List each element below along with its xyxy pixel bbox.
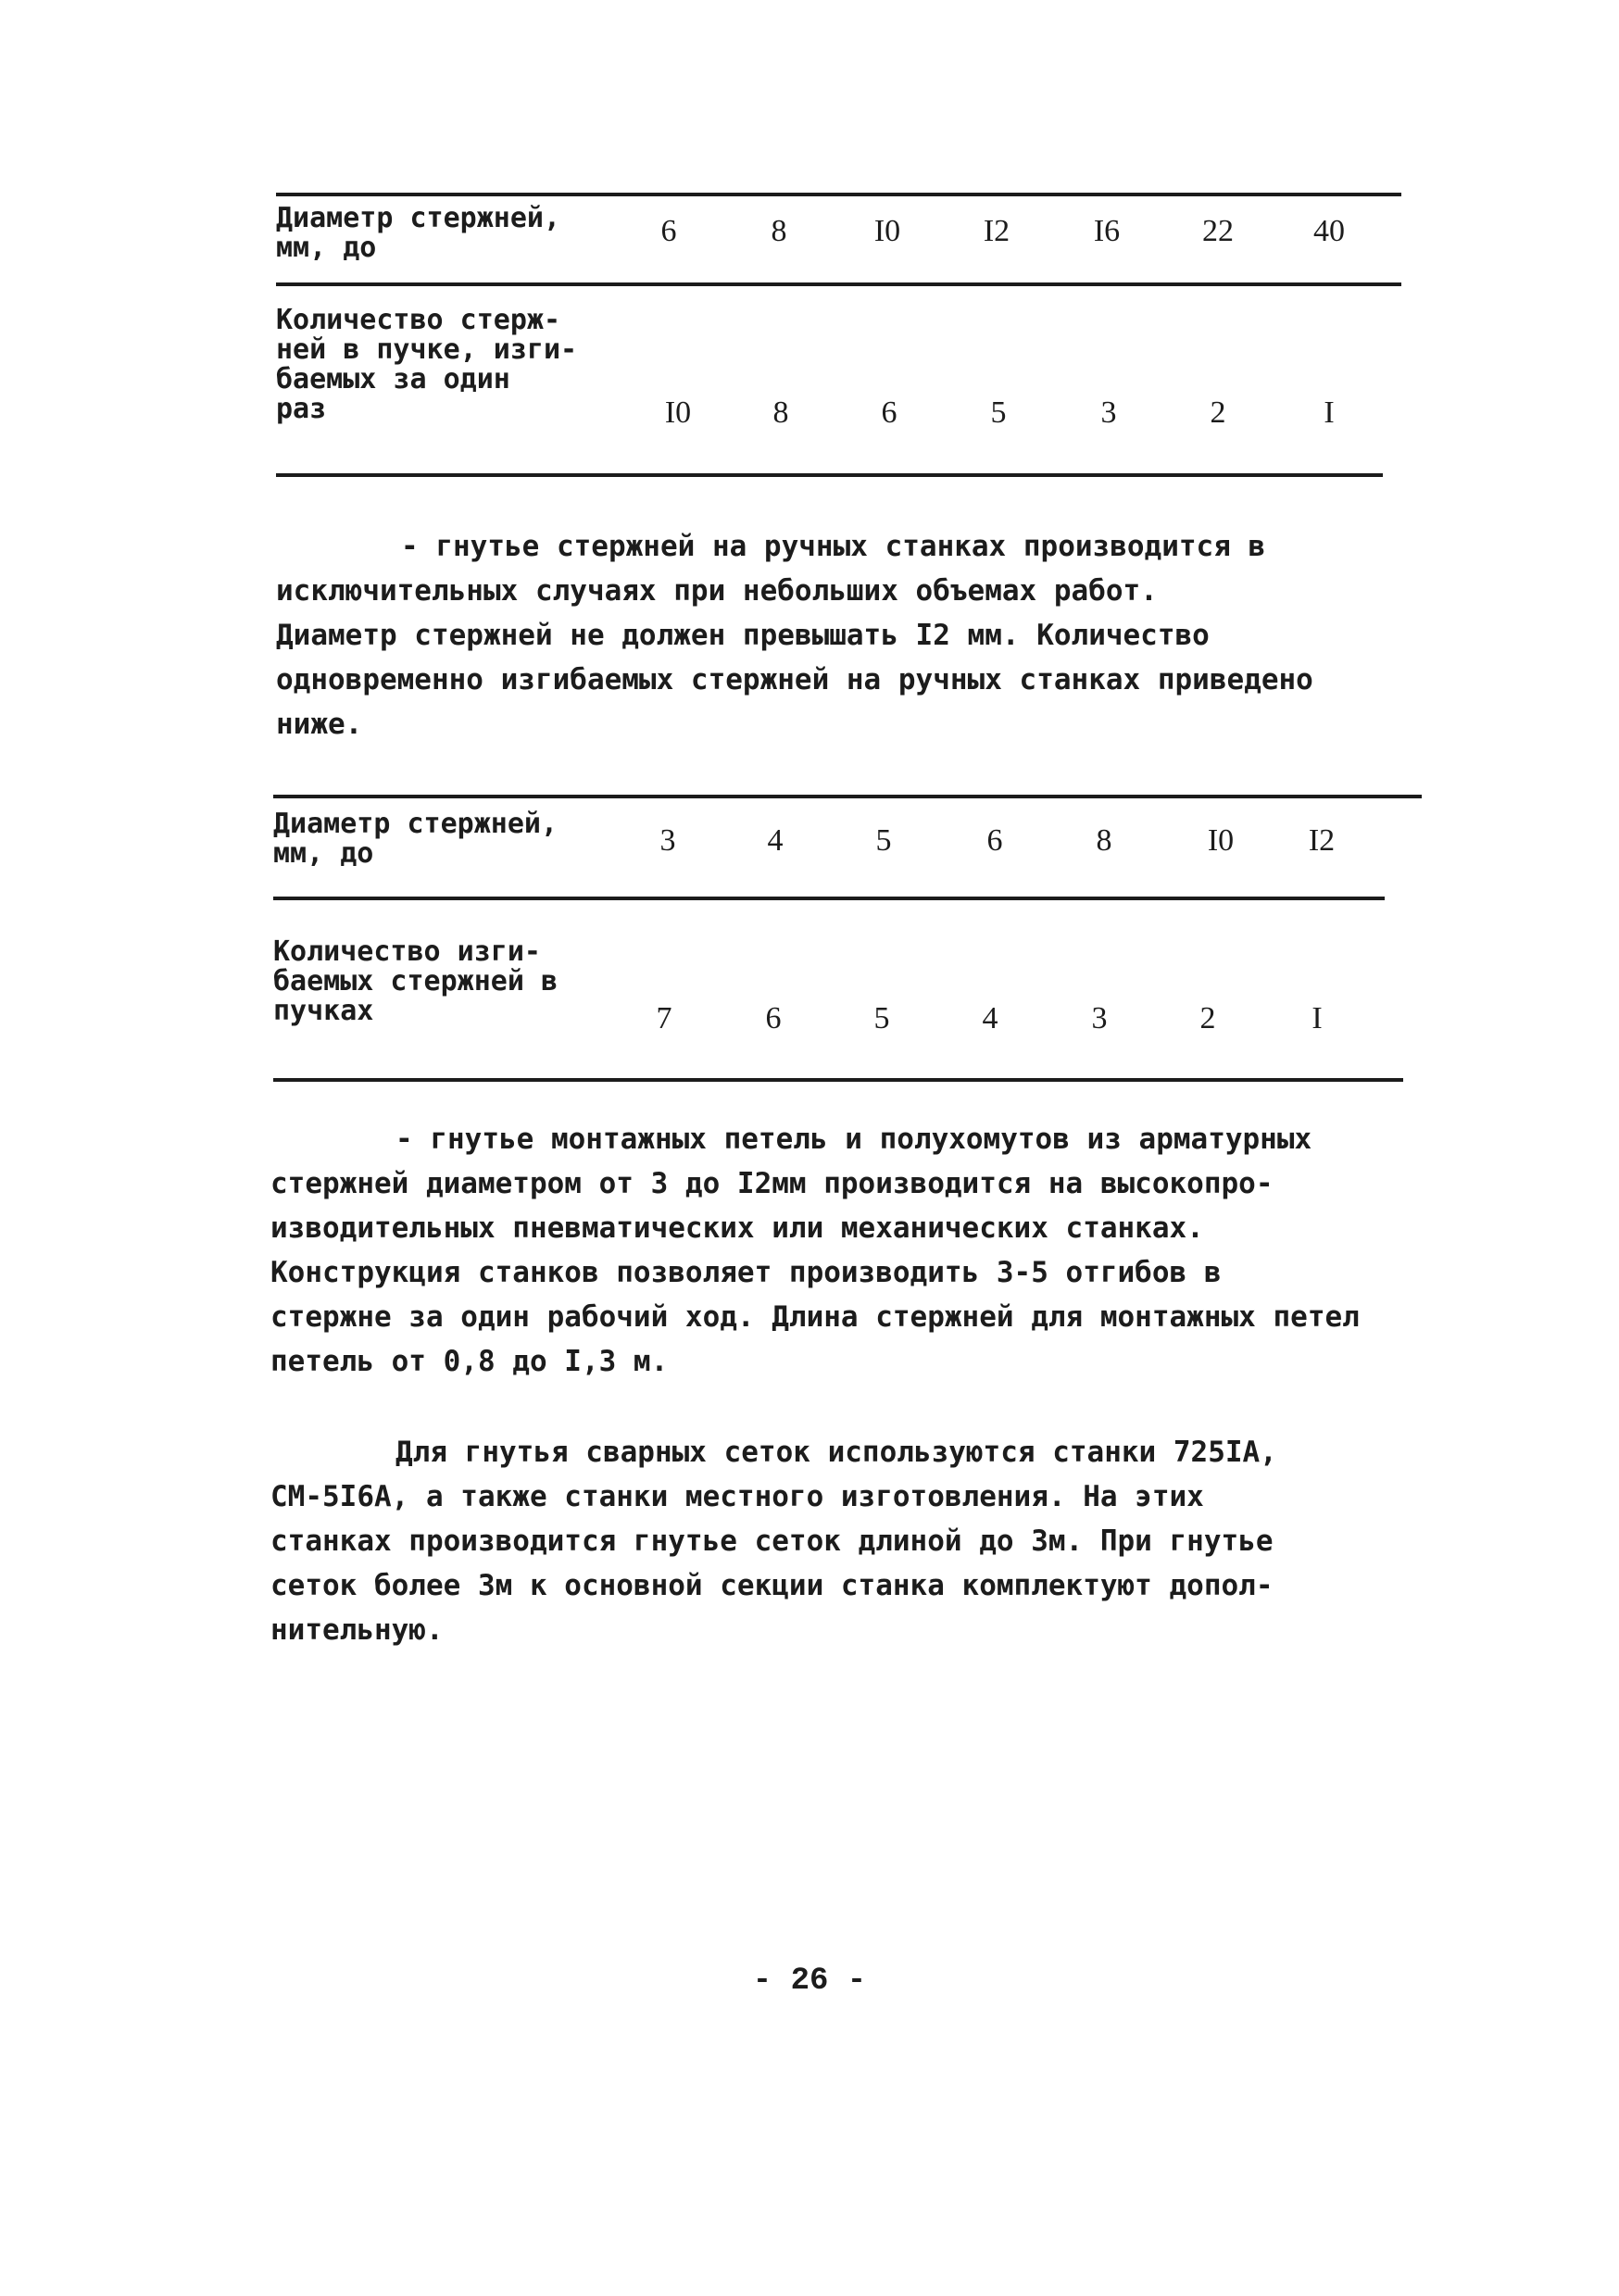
table1-header-cell: 22 xyxy=(1202,214,1234,248)
paragraph-manual-bending: - гнутье стержней на ручных станках производится в исключительных случаях при небольших объемах работ. Диаметр стержней не должен превышать I2 мм. Количество одновременно изгибаемых стержней на ручных станках приведено ниже. xyxy=(276,530,1313,741)
table2-header-cell: I0 xyxy=(1207,823,1235,858)
table1-row-label: Количество стерж- ней в пучке, изги- баемых за один раз xyxy=(276,304,578,425)
table1-mid-rule xyxy=(276,282,1401,286)
table1-row-cell: 6 xyxy=(881,395,897,430)
table2-header-cell: 6 xyxy=(986,823,1003,858)
paragraph-mounting-loops: - гнутье монтажных петель и полухомутов из арматурных стержней диаметром от 3 до I2мм производится на высокопро- изводительных пневматических или механических станках. Конструкция станков позволяет производить 3-5 отгибов в стержне за один рабочий ход. Длина стержней для монтажных петел петель от 0,8 до I,3 м. xyxy=(270,1123,1360,1378)
table1-body xyxy=(276,306,1401,454)
table1-row-cell: 2 xyxy=(1210,395,1226,430)
table1-header-cell: I2 xyxy=(983,214,1010,248)
table1-header-label: Диаметр стержней, мм, до xyxy=(276,202,561,264)
table1-row-cell: 8 xyxy=(772,395,789,430)
paragraph-welded-mesh: Для гнутья сварных сеток используются станки 725IА, СМ-5I6А, а также станки местного изготовления. На этих станках производится гнутье сеток длиной до 3м. При гнутье сеток более 3м к основной секции станка комплектуют допол- нительную. xyxy=(270,1436,1277,1647)
table1-header-cell: 8 xyxy=(771,214,787,248)
table2-row-label: Количество изги- баемых стержней в пучках xyxy=(273,935,558,1027)
table2-bottom-rule xyxy=(273,1078,1403,1082)
table2-top-rule xyxy=(273,795,1422,798)
table2-header-cell: 3 xyxy=(659,823,676,858)
table2-header-cell: 4 xyxy=(767,823,784,858)
table1-bottom-rule xyxy=(276,473,1383,477)
table2-header-cell: 5 xyxy=(875,823,892,858)
table2-body xyxy=(273,937,1422,1039)
table2-row-cell: 6 xyxy=(765,1001,782,1035)
table2-header-cell: 8 xyxy=(1096,823,1112,858)
table1-header-cell: I6 xyxy=(1093,214,1121,248)
table2 xyxy=(273,809,1422,893)
table2-row-cell: 4 xyxy=(982,1001,998,1035)
table1-header-cell: 6 xyxy=(660,214,677,248)
table2-row-cell: I xyxy=(1312,1001,1323,1035)
table1-top-rule xyxy=(276,193,1401,196)
table2-row-cell: 5 xyxy=(873,1001,890,1035)
table2-row-cell: 2 xyxy=(1199,1001,1216,1035)
table1-row-cell: 5 xyxy=(990,395,1007,430)
table2-mid-rule xyxy=(273,897,1385,900)
table2-header-cell: I2 xyxy=(1308,823,1336,858)
table2-header-label: Диаметр стержней, мм, до xyxy=(273,808,558,870)
table2-row-cell: 7 xyxy=(656,1001,672,1035)
table2-row-cell: 3 xyxy=(1091,1001,1108,1035)
table1-header-cell: 40 xyxy=(1313,214,1345,248)
table1-row-cell: 3 xyxy=(1100,395,1117,430)
table1-header-cell: I0 xyxy=(873,214,901,248)
table1-row-cell: I0 xyxy=(664,395,692,430)
table1-row-cell: I xyxy=(1324,395,1335,430)
page-number: - 26 - xyxy=(752,1964,867,1999)
